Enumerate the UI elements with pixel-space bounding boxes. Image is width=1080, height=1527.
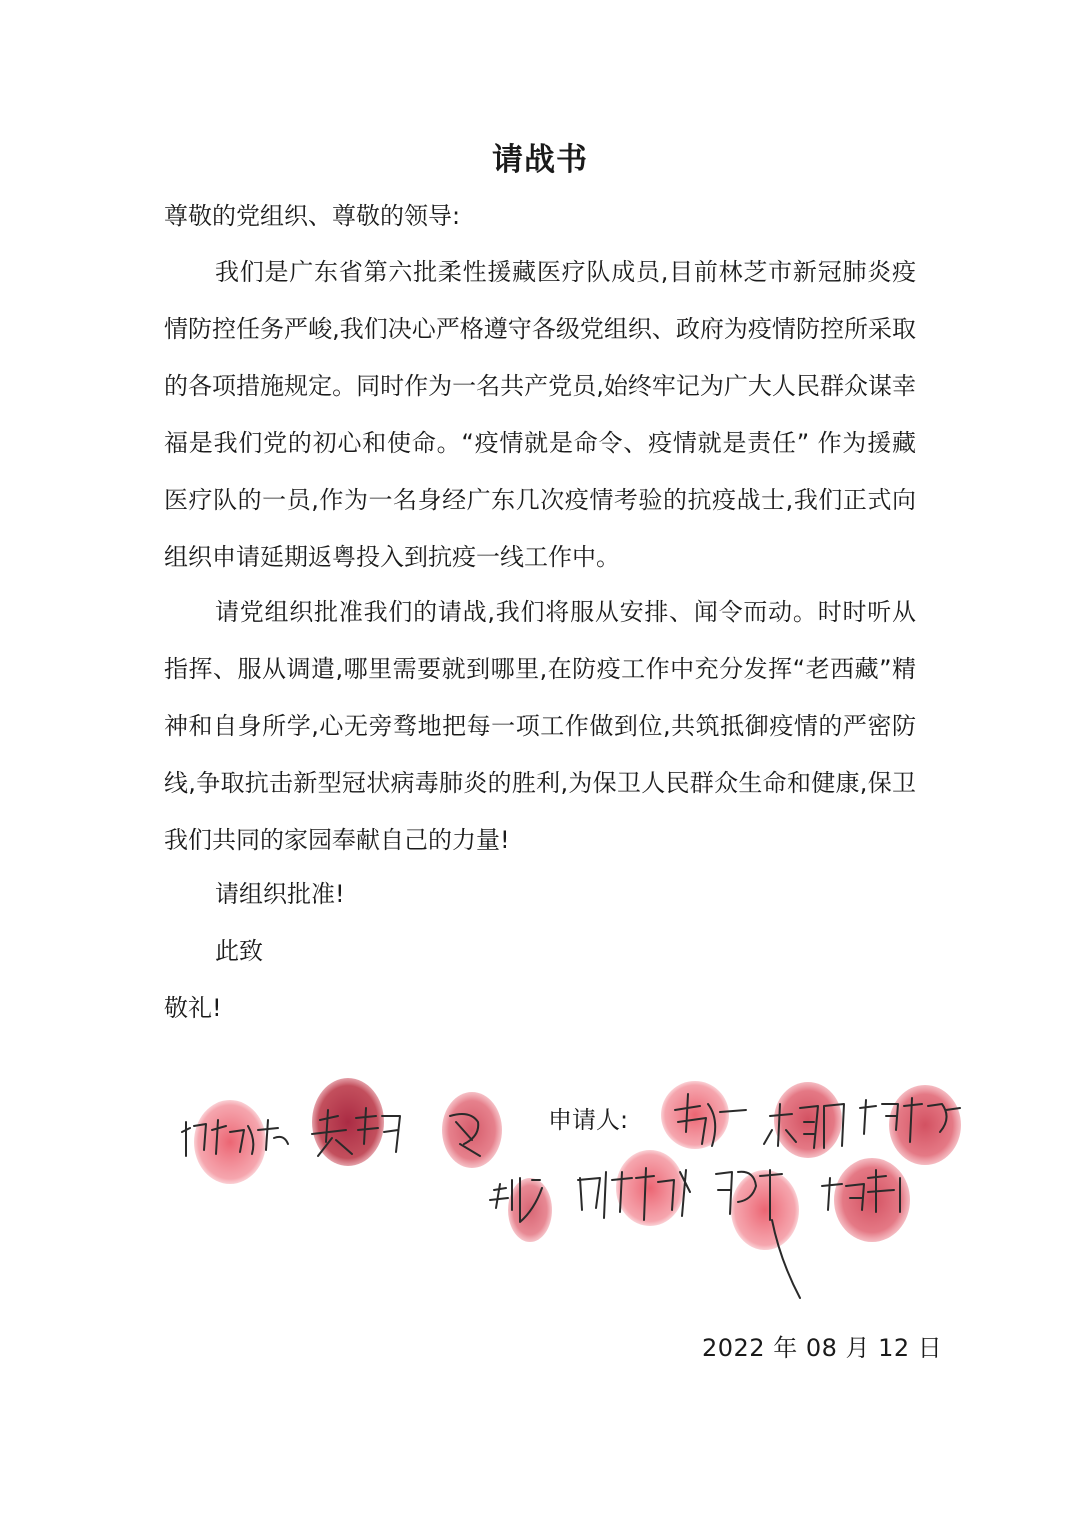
- document-title: 请战书: [492, 142, 588, 178]
- paragraph-3: 请组织批准!: [215, 880, 345, 908]
- fingerprint-9: [731, 1170, 799, 1250]
- paragraph-2: 请党组织批准我们的请战,我们将服从安排、闻令而动。时时听从指挥、服从调遣,哪里需要就到哪里,在防疫工作中充分发挥“老西藏”精神和自身所学,心无旁骛地把每一项工作做到位,共筑抵御疫情的严密防线,争取抗击新型冠状病毒肺炎的胜利,为保卫人民群众生命和健康,保卫我们共同的家园奉献自己的力量!: [164, 598, 916, 854]
- signing-date: 2022 年 08 月 12 日: [702, 1334, 943, 1362]
- applicant-label: 申请人:: [548, 1106, 629, 1134]
- salutation: 尊敬的党组织、尊敬的领导:: [164, 202, 461, 230]
- fingerprint-5: [774, 1082, 842, 1158]
- fingerprint-2: [312, 1078, 384, 1166]
- fingerprint-10: [834, 1158, 910, 1242]
- fingerprint-6: [889, 1085, 961, 1165]
- closing-line: 敬礼!: [164, 994, 222, 1022]
- fingerprint-4: [661, 1081, 729, 1149]
- paragraph-4: 此致: [215, 937, 263, 965]
- fingerprint-3: [442, 1092, 502, 1168]
- paragraph-1: 我们是广东省第六批柔性援藏医疗队成员,目前林芝市新冠肺炎疫情防控任务严峻,我们决心严格遵守各级党组织、政府为疫情防控所采取的各项措施规定。同时作为一名共产党员,始终牢记为广大人民群众谋幸福是我们党的初心和使命。“疫情就是命令、疫情就是责任” 作为援藏医疗队的一员,作为一名身经广东几次疫情考验的抗疫战士,我们正式向组织申请延期返粤投入到抗疫一线工作中。: [164, 258, 916, 571]
- signatures-and-fingerprints: [160, 1060, 980, 1310]
- signature-area: [160, 1060, 980, 1310]
